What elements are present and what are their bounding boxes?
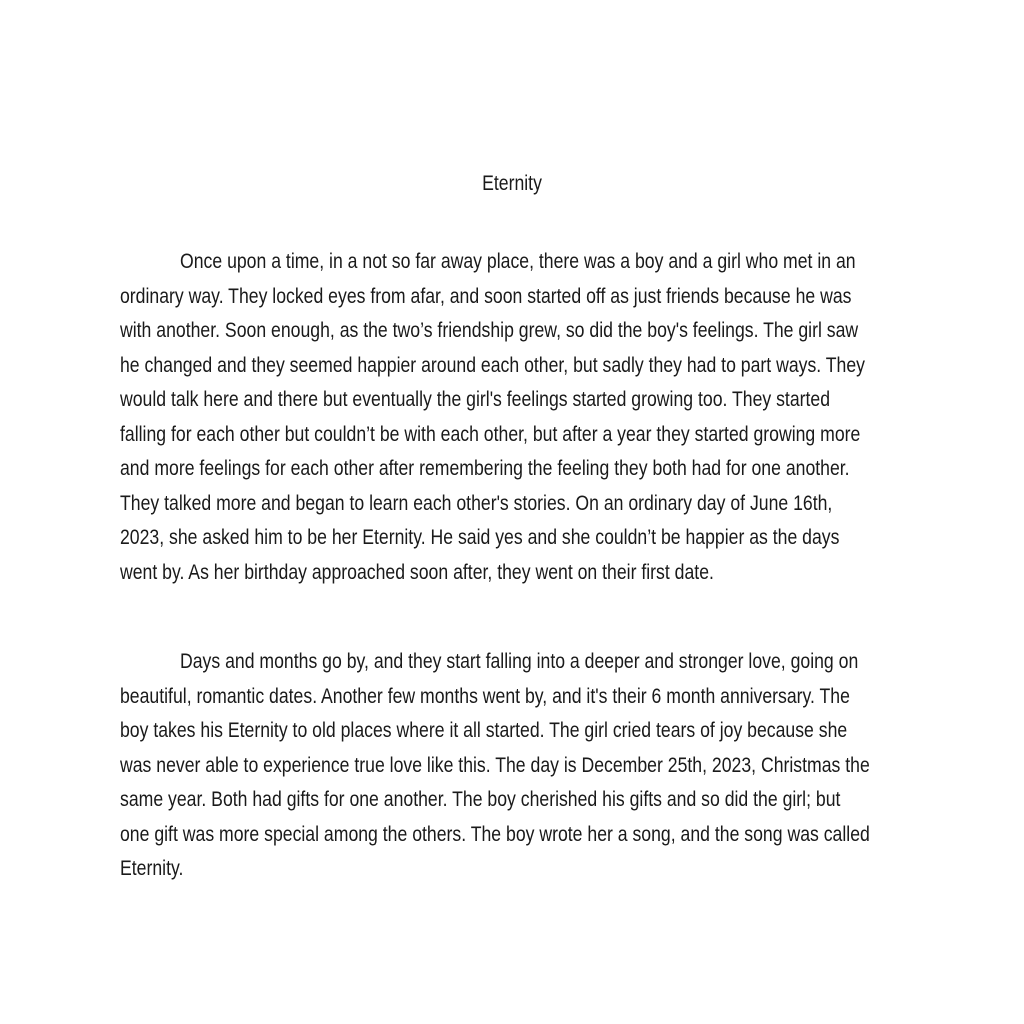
document-page: Eternity Once upon a time, in a not so far away place, there was a boy and a girl who met in an ordinary way. They locked eyes from afar, and soon started off as just friends because he was with another. Soon enough, as the two’s friendship grew, so did the boy's feelings. The girl saw he changed and they seemed happier around each other, but sadly they had to part ways. They would talk here and there but eventually the girl's feelings started growing too. They started falling for each other but couldn’t be with each other, but after a year they started growing more and more feelings for each other after remembering the feeling they both had for one another. They talked more and began to learn each other's stories. On an ordinary day of June 16th, 2023, she asked him to be her Eternity. He said yes and she couldn’t be happier as the days went by. As her birthday approached soon after, they went on their first date. Days and months go by, and they start falling into a deeper and stronger love, going on beautiful, romantic dates. Another few months went by, and it's their 6 month anniversary. The boy takes his Eternity to old places where it all started. The girl cried tears of joy because she was never able to experience true love like this. The day is December 25th, 2023, Christmas the same year. Both had gifts for one another. The boy cherished his gifts and so did the girl; but one gift was more special among the others. The boy wrote her a song, and the song was called Eternity.: [0, 0, 1024, 1024]
document-title: Eternity: [482, 172, 542, 195]
